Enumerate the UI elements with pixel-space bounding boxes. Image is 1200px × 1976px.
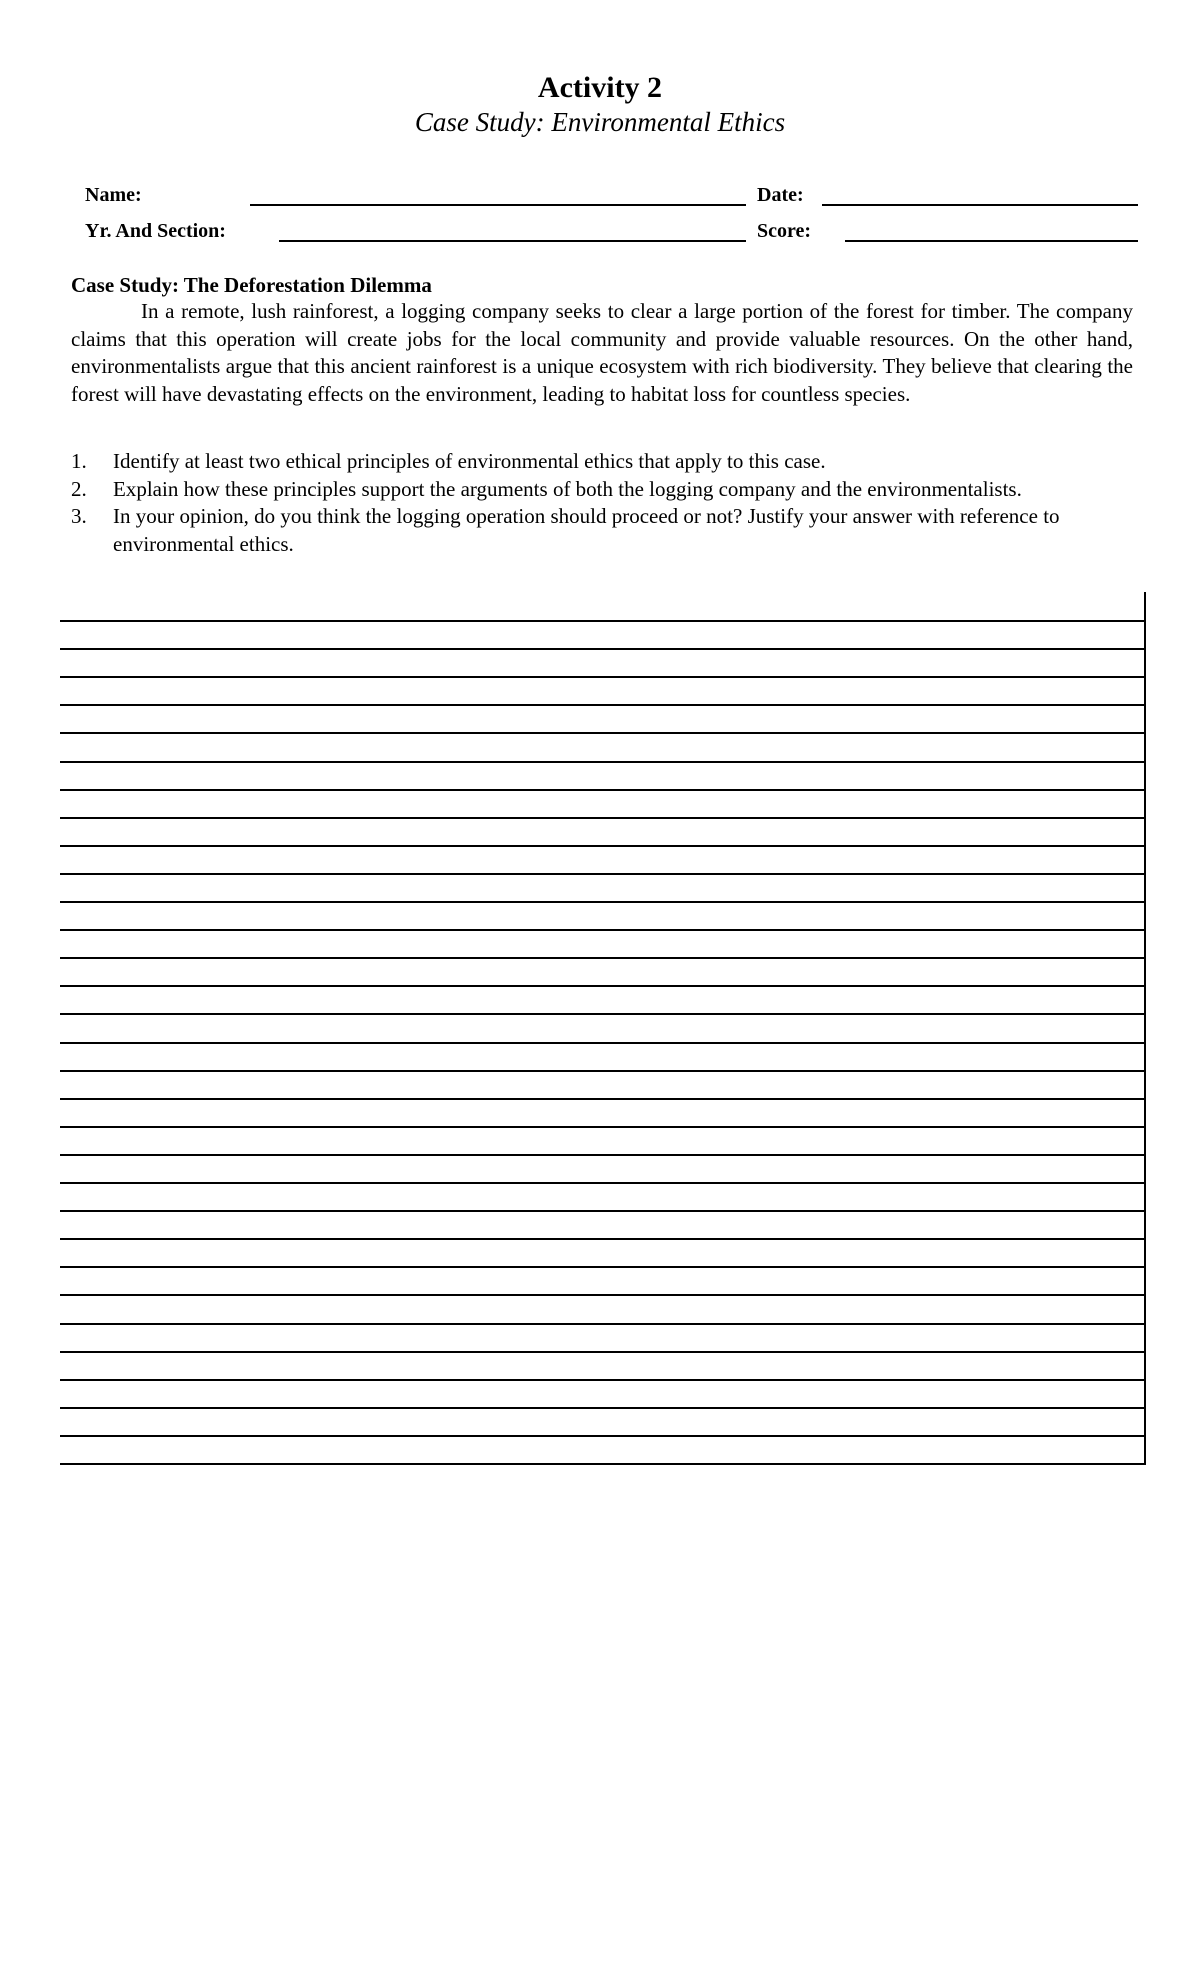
answer-area-right-border	[1144, 592, 1146, 1464]
answer-line[interactable]	[60, 789, 1146, 791]
answer-line[interactable]	[60, 1463, 1146, 1465]
answer-line[interactable]	[60, 901, 1146, 903]
case-study-paragraph: In a remote, lush rainforest, a logging company seeks to clear a large portion of the forest for timber. The company claims that this operation will create jobs for the local community and provide valuable resources. On the other hand, environmentalists argue that this ancient rainforest is a unique ecosystem with rich biodiversity. They believe that clearing the forest will have devastating effects on the environment, leading to habitat loss for countless species.	[71, 299, 1133, 406]
answer-line[interactable]	[60, 1182, 1146, 1184]
answer-line[interactable]	[60, 1238, 1146, 1240]
answer-line[interactable]	[60, 1154, 1146, 1156]
answer-line[interactable]	[60, 1098, 1146, 1100]
answer-line[interactable]	[60, 1351, 1146, 1353]
name-label: Name:	[85, 184, 142, 206]
answer-line[interactable]	[60, 1294, 1146, 1296]
section-field[interactable]	[279, 240, 746, 242]
answer-line[interactable]	[60, 648, 1146, 650]
score-label: Score:	[757, 220, 812, 242]
answer-line[interactable]	[60, 1323, 1146, 1325]
question-item	[71, 448, 1133, 476]
page-title: Activity 2	[537, 71, 663, 104]
case-study-heading: Case Study: The Deforestation Dilemma	[71, 273, 432, 297]
answer-line[interactable]	[60, 873, 1146, 875]
question-text: In your opinion, do you think the logging operation should proceed or not? Justify your answer with reference to environmental ethics.	[113, 504, 1060, 556]
answer-line[interactable]	[60, 929, 1146, 931]
answer-line[interactable]	[60, 817, 1146, 819]
question-item	[71, 476, 1133, 504]
answer-writing-area[interactable]	[60, 592, 1146, 1464]
answer-line[interactable]	[60, 1070, 1146, 1072]
answer-line[interactable]	[60, 985, 1146, 987]
question-number: 1.	[71, 449, 87, 473]
answer-line[interactable]	[60, 1013, 1146, 1015]
question-item	[71, 503, 1133, 558]
answer-line[interactable]	[60, 1042, 1146, 1044]
answer-line[interactable]	[60, 620, 1146, 622]
answer-line[interactable]	[60, 1210, 1146, 1212]
answer-line[interactable]	[60, 761, 1146, 763]
question-text: Explain how these principles support the arguments of both the logging company and the environmentalists.	[113, 476, 1022, 501]
question-text: Identify at least two ethical principles of environmental ethics that apply to this case.	[113, 449, 826, 473]
answer-line[interactable]	[60, 732, 1146, 734]
question-number: 2.	[71, 476, 87, 501]
score-field[interactable]	[845, 240, 1138, 242]
answer-line[interactable]	[60, 1407, 1146, 1409]
section-label: Yr. And Section:	[85, 220, 226, 242]
answer-line[interactable]	[60, 704, 1146, 706]
question-number: 3.	[71, 504, 87, 528]
answer-line[interactable]	[60, 1435, 1146, 1437]
date-field[interactable]	[822, 204, 1138, 206]
answer-line[interactable]	[60, 957, 1146, 959]
name-field[interactable]	[250, 204, 746, 206]
answer-line[interactable]	[60, 1379, 1146, 1381]
answer-line[interactable]	[60, 845, 1146, 847]
answer-line[interactable]	[60, 676, 1146, 678]
page-subtitle: Case Study: Environmental Ethics	[414, 107, 786, 137]
answer-line[interactable]	[60, 1266, 1146, 1268]
questions-list	[71, 448, 1133, 558]
answer-line[interactable]	[60, 1126, 1146, 1128]
date-label: Date:	[757, 184, 804, 206]
